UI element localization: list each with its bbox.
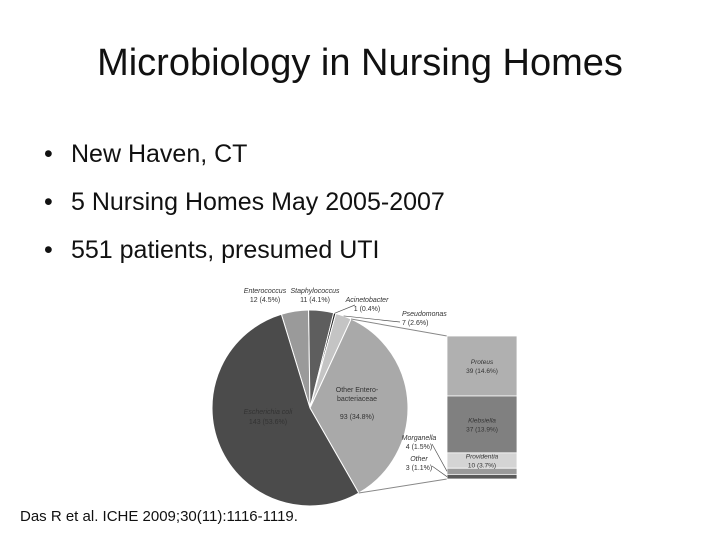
slide-title: Microbiology in Nursing Homes <box>97 42 623 84</box>
label-acinetobacter: Acinetobacter <box>345 297 389 304</box>
bar-value-label-proteus: 39 (14.6%) <box>466 367 498 375</box>
label-staphylococcus: Staphylococcus <box>290 288 340 295</box>
value-label-other-enterobacteriaceae: 93 (34.8%) <box>339 414 375 421</box>
bullet-text: 5 Nursing Homes May 2005-2007 <box>71 188 445 216</box>
bar-value-label-morganella: 4 (1.5%) <box>405 444 433 451</box>
value-label-escherichia-coli: 143 (53.6%) <box>248 419 288 426</box>
bullet-dot: • <box>44 236 53 264</box>
bar-value-label-other: 3 (1.1%) <box>405 465 433 472</box>
bar-label-morganella: Morganella <box>401 435 437 442</box>
bullet-dot: • <box>44 188 53 216</box>
label-other-enterobacteriaceae-line2: bacteriaceae <box>336 396 378 403</box>
bar-value-label-klebsiella: 37 (13.9%) <box>466 426 498 434</box>
bullet-text: New Haven, CT <box>71 140 248 168</box>
label-other-enterobacteriaceae: Other Entero- <box>335 387 379 394</box>
label-enterococcus: Enterococcus <box>243 288 287 295</box>
bullet-text: 551 patients, presumed UTI <box>71 236 380 264</box>
label-escherichia-coli: Escherichia coli <box>243 409 293 416</box>
bar-label-providentia: Providentia <box>465 453 499 461</box>
citation: Das R et al. ICHE 2009;30(11):1116-1119. <box>20 508 298 525</box>
value-label-acinetobacter: 1 (0.4%) <box>353 306 381 313</box>
value-label-pseudomonas: 7 (2.6%) <box>402 320 429 327</box>
label-pseudomonas: Pseudomonas <box>402 311 447 318</box>
bar-segment-other <box>447 474 517 479</box>
bar-label-other: Other <box>410 456 428 463</box>
value-label-staphylococcus: 11 (4.1%) <box>300 297 330 304</box>
value-label-enterococcus: 12 (4.5%) <box>249 297 281 304</box>
bar-value-label-providentia: 10 (3.7%) <box>467 462 497 470</box>
bar-label-klebsiella: Klebsiella <box>468 417 496 425</box>
bar-label-proteus: Proteus <box>470 358 494 366</box>
leader-line-acinetobacter <box>335 305 355 313</box>
bullet-dot: • <box>44 140 53 168</box>
